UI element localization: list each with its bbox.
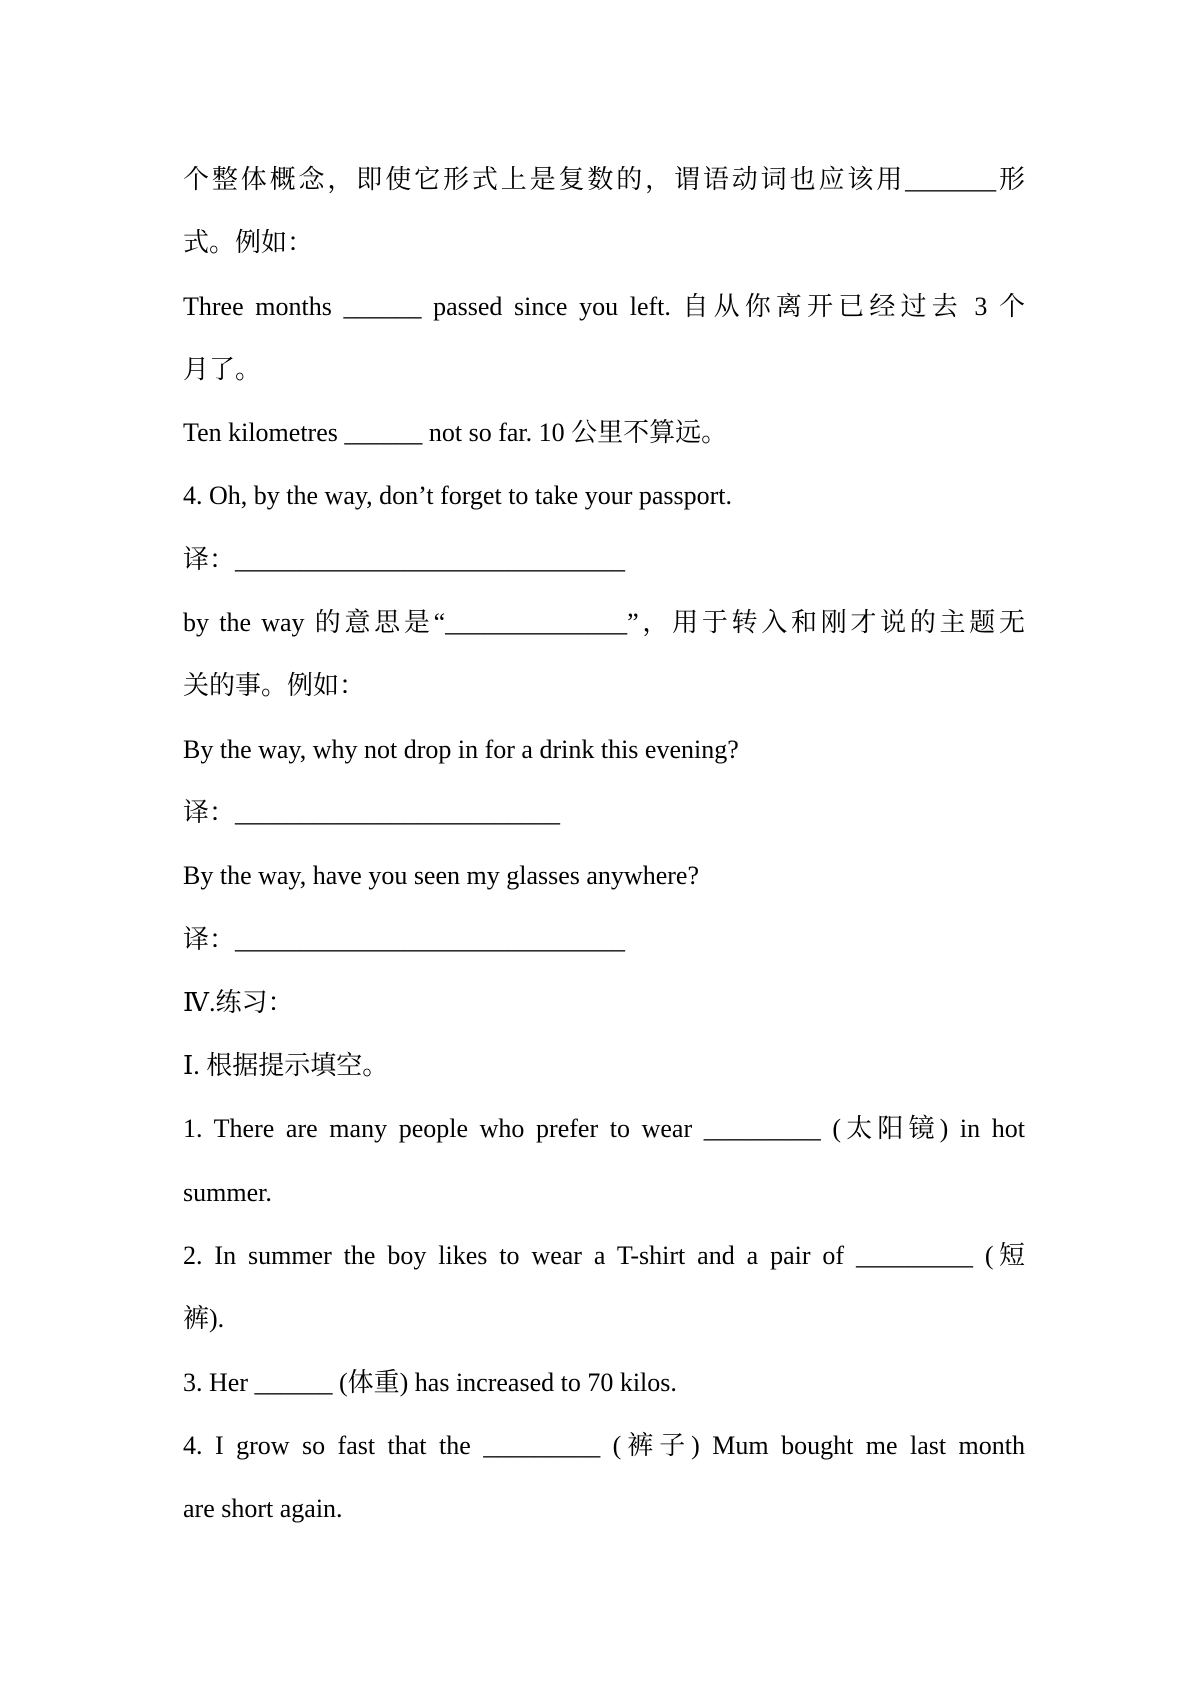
translation-blank: 译：______________________________ — [183, 924, 626, 954]
text-line: 个整体概念，即使它形式上是复数的，谓语动词也应该用_______形 — [183, 165, 1025, 194]
exercise-heading: Ⅰ. 根据提示填空。 — [183, 1051, 389, 1081]
text-line: 月了。 — [183, 354, 262, 384]
document-body — [183, 148, 1025, 1541]
example-sentence: Three months ______ passed since you left. 自从你离开已经过去 3 个 — [183, 291, 1025, 321]
example-sentence: Ten kilometres ______ not so far. 10 公里不算远。 — [183, 418, 728, 448]
translation-blank: 译：_________________________ — [183, 797, 561, 827]
example-sentence: By the way, why not drop in for a drink this evening? — [183, 734, 739, 764]
exercise-item: are short again. — [183, 1494, 343, 1524]
text-line: 关的事。例如： — [183, 671, 366, 701]
section-heading: Ⅳ.练习： — [183, 987, 294, 1017]
exercise-item: 3. Her ______ (体重) has increased to 70 kilos. — [183, 1367, 677, 1397]
example-sentence: By the way, have you seen my glasses anywhere? — [183, 861, 699, 891]
text-line: 式。例如： — [183, 228, 314, 258]
exercise-item: 2. In summer the boy likes to wear a T-shirt and a pair of _________ (短 — [183, 1241, 1025, 1271]
item-heading: 4. Oh, by the way, don’t forget to take your passport. — [183, 481, 733, 511]
text-line: by the way 的意思是“______________”，用于转入和刚才说的主题无 — [183, 608, 1025, 638]
exercise-item: 4. I grow so fast that the _________ (裤子) Mum bought me last month — [183, 1430, 1025, 1460]
exercise-item: 裤). — [183, 1304, 225, 1334]
translation-blank: 译：______________________________ — [183, 544, 626, 574]
exercise-item: summer. — [183, 1177, 272, 1207]
exercise-item: 1. There are many people who prefer to wear _________ (太阳镜) in hot — [183, 1114, 1025, 1144]
